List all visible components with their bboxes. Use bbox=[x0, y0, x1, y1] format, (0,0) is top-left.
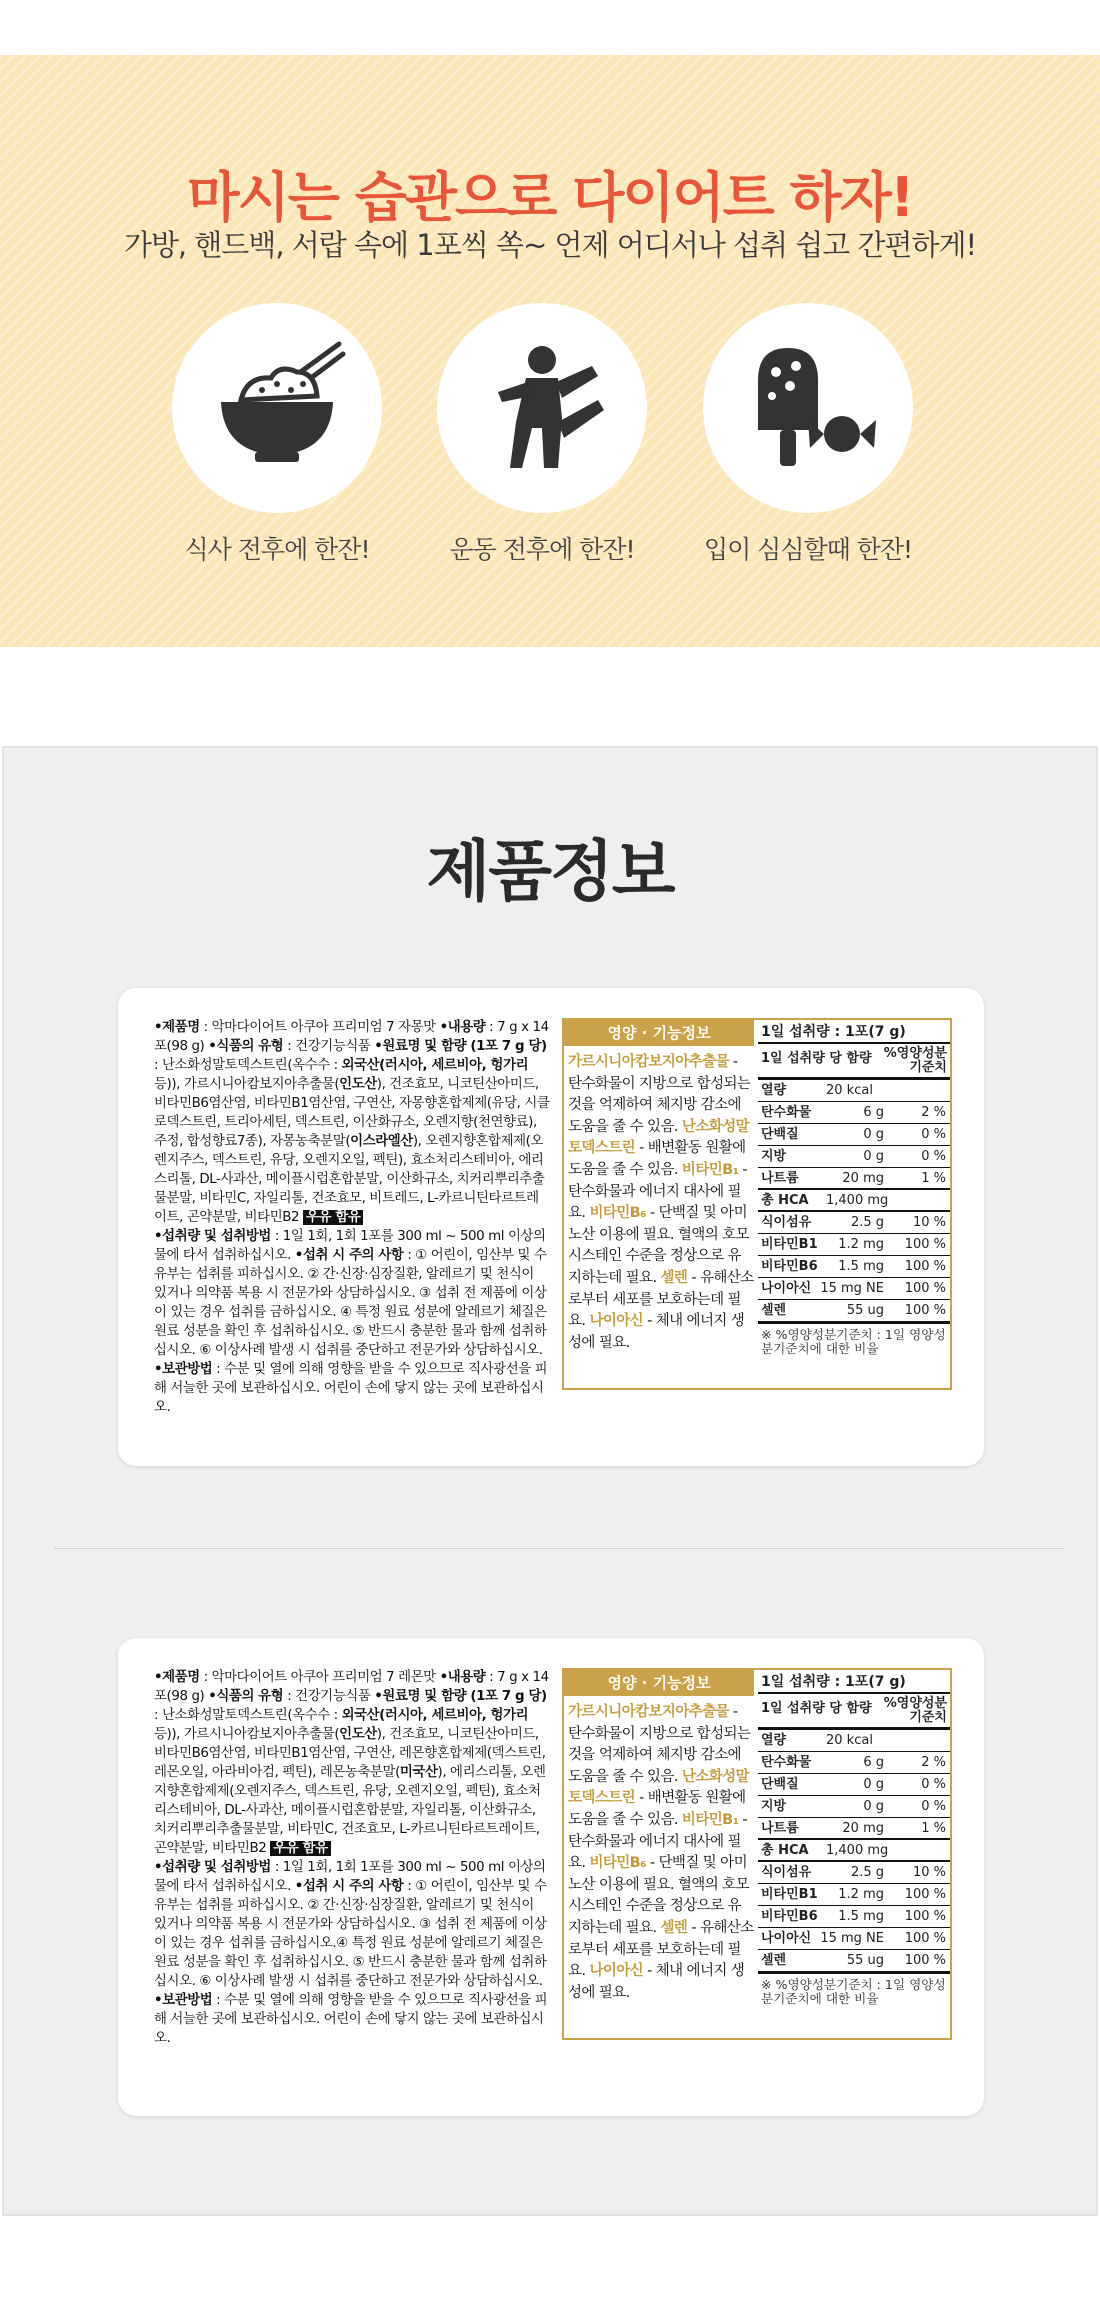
nutrient-amount: 0 g bbox=[863, 1149, 884, 1164]
nutrition-row bbox=[758, 1080, 950, 1102]
ingredient-name: 비타민B₆ bbox=[589, 1855, 646, 1872]
nutrient-amount: 1.5 mg bbox=[838, 1259, 884, 1274]
nutrition-row bbox=[758, 1774, 950, 1796]
nutrition-row bbox=[758, 1300, 950, 1322]
nutrient-name: 셀렌 bbox=[761, 1303, 787, 1318]
label: •원료명 및 함량 (1포 7 g 당) bbox=[374, 1039, 547, 1054]
nutrient-name: 나트륨 bbox=[761, 1821, 799, 1836]
nutrient-amount: 20 kcal bbox=[826, 1733, 873, 1748]
nutrition-row bbox=[758, 1146, 950, 1168]
nutrient-name: 나트륨 bbox=[761, 1171, 799, 1186]
product-details-text bbox=[154, 1018, 550, 1417]
nutrition-row bbox=[758, 1928, 950, 1950]
promo-section bbox=[0, 55, 1100, 647]
rice-bowl-icon bbox=[207, 338, 347, 478]
nutrient-amount: 55 ug bbox=[846, 1303, 884, 1318]
value: ), 건조효모, 니코틴산아미드, 비타민B6염산염, 비타민B1염산염, 구연산, 레몬향혼합제제(덱스트린, 레몬오일, 아라비아검, 펙틴), 레몬농축분말( bbox=[154, 1727, 546, 1780]
amount-column-header: 1일 섭취량 당 함량 bbox=[761, 1701, 872, 1716]
ingredient-desc: - 유해산소로부터 세포를 보호하는데 필요. bbox=[568, 1919, 754, 1980]
nutrition-row bbox=[758, 1730, 950, 1752]
origin: 이스라엘산 bbox=[350, 1134, 413, 1149]
nutrient-percent: 100 % bbox=[904, 1953, 946, 1968]
nutrient-name: 단백질 bbox=[761, 1777, 799, 1792]
ingredient-desc: - 배변활동 원활에 도움을 줄 수 있음. bbox=[568, 1790, 746, 1828]
nutrition-row bbox=[758, 1124, 950, 1146]
product-info-section bbox=[2, 746, 1098, 2216]
value: : 건강기능식품 bbox=[283, 1039, 375, 1054]
label: •보관방법 bbox=[154, 1993, 213, 2008]
nutrition-row bbox=[758, 1102, 950, 1124]
ingredient-name: 셀렌 bbox=[660, 1269, 688, 1286]
nutrition-row bbox=[758, 1840, 950, 1862]
ingredient-name: 셀렌 bbox=[660, 1919, 688, 1936]
product-card-grapefruit bbox=[118, 988, 984, 1466]
nutrient-percent: 2 % bbox=[921, 1105, 946, 1120]
nutrient-amount: 15 mg NE bbox=[820, 1281, 884, 1296]
snack-icon bbox=[738, 338, 878, 478]
nutrient-name: 나이아신 bbox=[761, 1281, 812, 1296]
nutrient-amount: 1.5 mg bbox=[838, 1909, 884, 1924]
label: •섭취 시 주의 사항 bbox=[294, 1879, 404, 1894]
value: ), 에리스리톨, 오렌지향혼합제제(오렌지주스, 덱스트린, 유당, 오렌지오일, 펙틴), 효소처리스테비아, DL-사과산, 메이플시럽혼합분말, 자일리톨, 이산화규소, 치커리뿌리추출물분말, 비타민C, 건조효모, L-카르니틴타르트레이트, 곤약분말, 비타민B2 bbox=[154, 1765, 546, 1856]
origin: 미국산 bbox=[399, 1765, 438, 1780]
value: : 수분 및 열에 의해 영향을 받을 수 있으므로 직사광선을 피해 서늘한 곳에 보관하십시오. 어린이 손에 닿지 않는 곳에 보관하십시오. bbox=[154, 1993, 548, 2046]
nutrient-name: 셀렌 bbox=[761, 1953, 787, 1968]
nutrient-name: 단백질 bbox=[761, 1127, 799, 1142]
label: •식품의 유형 bbox=[208, 1689, 284, 1704]
ingredient-name: 비타민B₁ bbox=[681, 1811, 739, 1828]
promo-item-label-2: 운동 전후에 한잔! bbox=[449, 535, 635, 564]
nutrient-amount: 1.2 mg bbox=[838, 1887, 884, 1902]
nutrient-amount: 6 g bbox=[863, 1105, 884, 1120]
functional-info bbox=[568, 1052, 754, 1354]
ingredient-name: 나이아신 bbox=[589, 1313, 644, 1330]
nutrition-panel bbox=[562, 1018, 952, 1390]
origin: 외국산(러시아, 세르비아, 헝가리 bbox=[341, 1708, 529, 1723]
label: •원료명 및 함량 (1포 7 g 당) bbox=[374, 1689, 547, 1704]
percent-column-header: %영양성분 기준치 bbox=[883, 1046, 947, 1075]
nutrient-percent: 1 % bbox=[921, 1171, 946, 1186]
nutrition-row bbox=[758, 1212, 950, 1234]
nutrition-table-header bbox=[758, 1694, 950, 1730]
nutrient-percent: 10 % bbox=[912, 1865, 946, 1880]
nutrition-rows bbox=[758, 1080, 950, 1322]
nutrition-header: 영양 · 기능정보 bbox=[564, 1670, 754, 1696]
promo-item-label-1: 식사 전후에 한잔! bbox=[184, 535, 370, 564]
nutrient-amount: 6 g bbox=[863, 1755, 884, 1770]
nutrient-name: 나이아신 bbox=[761, 1931, 812, 1946]
label: •내용량 bbox=[439, 1670, 486, 1685]
nutrition-row bbox=[758, 1278, 950, 1300]
nutrient-amount: 0 g bbox=[863, 1127, 884, 1142]
ingredient-desc: - 체내 에너지 생성에 필요. bbox=[568, 1963, 745, 2001]
nutrient-amount: 1,400 mg bbox=[826, 1843, 889, 1858]
nutrient-percent: 0 % bbox=[921, 1127, 946, 1142]
promo-item-label-3: 입이 심심할때 한잔! bbox=[703, 535, 913, 564]
nutrient-name: 총 HCA bbox=[761, 1193, 809, 1208]
nutrient-name: 탄수화물 bbox=[761, 1105, 812, 1120]
label: •제품명 bbox=[154, 1020, 200, 1035]
nutrition-row bbox=[758, 1168, 950, 1190]
amount-column-header: 1일 섭취량 당 함량 bbox=[761, 1051, 872, 1066]
value: : ① 어린이, 임산부 및 수유부는 섭취를 피하십시오. ② 간·신장·심장질환, 알레르기 및 천식이 있거나 의약품 복용 시 전문가와 상담하십시오. ③ 섭취 전 제품에 이상이 있는 경우 섭취를 금하십시오.④ 특정 원료 성분에 알레르기 체질은 원료 성분을 확인 후 섭취하십시오. ⑤ 반드시 충분한 물과 함께 섭취하십시오. ⑥ 이상사례 발생 시 섭취를 중단하고 전문가와 상담하십시오. bbox=[154, 1879, 547, 1989]
origin: 인도산 bbox=[339, 1077, 377, 1092]
nutrient-name: 지방 bbox=[761, 1799, 787, 1814]
nutrition-row bbox=[758, 1190, 950, 1212]
origin: 인도산 bbox=[339, 1727, 377, 1742]
nutrient-name: 탄수화물 bbox=[761, 1755, 812, 1770]
ingredient-name: 난소화성말토덱스트린 bbox=[568, 1118, 749, 1157]
nutrient-percent: 0 % bbox=[921, 1777, 946, 1792]
nutrient-amount: 55 ug bbox=[846, 1953, 884, 1968]
nutrition-table-header bbox=[758, 1044, 950, 1080]
nutrient-percent: 100 % bbox=[904, 1931, 946, 1946]
exercise-circle bbox=[437, 303, 647, 513]
nutrient-name: 열량 bbox=[761, 1083, 787, 1098]
promo-subtitle: 가방, 핸드백, 서랍 속에 1포씩 쏙~ 언제 어디서나 섭취 쉽고 간편하게! bbox=[123, 228, 977, 262]
nutrition-note: ※ %영양성분기준치 : 1일 영양성분기준치에 대한 비율 bbox=[758, 1322, 950, 1356]
nutrient-amount: 20 mg bbox=[842, 1171, 884, 1186]
ingredient-name: 난소화성말토덱스트린 bbox=[568, 1768, 749, 1807]
nutrition-header: 영양 · 기능정보 bbox=[564, 1020, 754, 1046]
ingredient-name: 가르시니아캄보지아추출물 bbox=[568, 1054, 729, 1070]
allergen-badge: 우유 함유 bbox=[270, 1841, 330, 1856]
value: : 악마다이어트 아쿠아 프리미엄 7 자몽맛 bbox=[199, 1020, 440, 1035]
nutrient-amount: 2.5 g bbox=[850, 1865, 884, 1880]
value: : 수분 및 열에 의해 영향을 받을 수 있으므로 직사광선을 피해 서늘한 곳에 보관하십시오. 어린이 손에 닿지 않는 곳에 보관하십시오. bbox=[154, 1362, 548, 1415]
ingredient-desc: - 단백질 및 아미노산 이용에 필요. 혈액의 호모시스테인 수준을 정상으로 유지하는데 필요. bbox=[568, 1855, 749, 1936]
nutrition-row bbox=[758, 1256, 950, 1278]
product-card-lemon bbox=[118, 1638, 984, 2116]
nutrient-amount: 20 mg bbox=[842, 1821, 884, 1836]
allergen-badge: 우유 함유 bbox=[303, 1210, 363, 1225]
value: : 7 g x 14포(98 g) bbox=[154, 1670, 549, 1704]
value: : 난소화성말토덱스트린(옥수수 : bbox=[154, 1058, 342, 1073]
nutrition-row bbox=[758, 1752, 950, 1774]
nutrition-panel bbox=[562, 1668, 952, 2040]
value: : 건강기능식품 bbox=[283, 1689, 375, 1704]
functional-info bbox=[568, 1702, 754, 2004]
ingredient-desc: - 탄수화물이 지방으로 합성되는 것을 억제하여 체지방 감소에 도움을 줄 수 있음. bbox=[568, 1054, 751, 1135]
snack-circle bbox=[703, 303, 913, 513]
nutrition-table bbox=[758, 1020, 950, 1356]
ingredient-desc: - 단백질 및 아미노산 이용에 필요. 혈액의 호모시스테인 수준을 정상으로 유지하는데 필요. bbox=[568, 1205, 749, 1286]
label: •보관방법 bbox=[154, 1362, 213, 1377]
label: •섭취 시 주의 사항 bbox=[294, 1248, 404, 1263]
nutrient-name: 열량 bbox=[761, 1733, 787, 1748]
nutrient-percent: 2 % bbox=[921, 1755, 946, 1770]
ingredient-desc: - 체내 에너지 생성에 필요. bbox=[568, 1313, 745, 1351]
origin: 외국산(러시아, 세르비아, 헝가리 bbox=[341, 1058, 529, 1073]
nutrient-name: 총 HCA bbox=[761, 1843, 809, 1858]
serving-size: 1일 섭취량 : 1포(7 g) bbox=[758, 1670, 950, 1694]
nutrient-percent: 100 % bbox=[904, 1303, 946, 1318]
nutrient-amount: 20 kcal bbox=[826, 1083, 873, 1098]
nutrition-row bbox=[758, 1234, 950, 1256]
nutrient-amount: 0 g bbox=[863, 1777, 884, 1792]
nutrition-note: ※ %영양성분기준치 : 1일 영양성분기준치에 대한 비율 bbox=[758, 1972, 950, 2006]
nutrition-rows bbox=[758, 1730, 950, 1972]
ingredient-name: 나이아신 bbox=[589, 1963, 644, 1980]
nutrient-name: 비타민B6 bbox=[761, 1259, 818, 1274]
label: •섭취량 및 섭취방법 bbox=[154, 1229, 271, 1244]
value: : ① 어린이, 임산부 및 수유부는 섭취를 피하십시오. ② 간·신장·심장질환, 알레르기 및 천식이 있거나 의약품 복용 시 전문가와 상담하십시오. ③ 섭취 전 제품에 이상이 있는 경우 섭취를 금하십시오. ④ 특정 원료 성분에 알레르기 체질은 원료 성분을 확인 후 섭취하십시오. ⑤ 반드시 충분한 물과 함께 섭취하십시오. ⑥ 이상사례 발생 시 섭취를 중단하고 전문가와 상담하십시오. bbox=[154, 1248, 547, 1358]
value: ), 건조효모, 니코틴산아미드, 비타민B6염산염, 비타민B1염산염, 구연산, 자몽향혼합제제(유당, 시클로덱스트린, 트리아세틴, 덱스트린, 이산화규소, 오렌지향(천연향료), 주정, 합성향료7종), 자몽농축분말( bbox=[154, 1077, 550, 1149]
nutrition-row bbox=[758, 1906, 950, 1928]
product-details-text bbox=[154, 1668, 550, 2048]
label: •내용량 bbox=[439, 1020, 486, 1035]
value: : 1일 1회, 1회 1포를 300 ml ~ 500 ml 이상의 물에 타서 섭취하십시오. bbox=[154, 1229, 546, 1263]
ingredient-desc: - 탄수화물과 에너지 대사에 필요. bbox=[568, 1811, 747, 1872]
nutrient-percent: 0 % bbox=[921, 1799, 946, 1814]
label: •섭취량 및 섭취방법 bbox=[154, 1860, 271, 1875]
nutrient-percent: 100 % bbox=[904, 1237, 946, 1252]
serving-size: 1일 섭취량 : 1포(7 g) bbox=[758, 1020, 950, 1044]
value: : 7 g x 14포(98 g) bbox=[154, 1020, 549, 1054]
value: : 난소화성말토덱스트린(옥수수 : bbox=[154, 1708, 342, 1723]
nutrient-percent: 10 % bbox=[912, 1215, 946, 1230]
ingredient-name: 가르시니아캄보지아추출물 bbox=[568, 1704, 729, 1720]
promo-title: 마시는 습관으로 다이어트 하자! bbox=[187, 166, 913, 229]
nutrient-amount: 1.2 mg bbox=[838, 1237, 884, 1252]
nutrition-table bbox=[758, 1670, 950, 2006]
nutrient-percent: 1 % bbox=[921, 1821, 946, 1836]
nutrient-percent: 100 % bbox=[904, 1259, 946, 1274]
ingredient-desc: - 배변활동 원활에 도움을 줄 수 있음. bbox=[568, 1140, 746, 1178]
section-divider bbox=[54, 1548, 1064, 1549]
nutrient-name: 식이섬유 bbox=[761, 1215, 812, 1230]
product-info-title: 제품정보 bbox=[426, 833, 674, 910]
nutrient-percent: 100 % bbox=[904, 1909, 946, 1924]
rice-bowl-circle bbox=[172, 303, 382, 513]
value: : 1일 1회, 1회 1포를 300 ml ~ 500 ml 이상의 물에 타서 섭취하십시오. bbox=[154, 1860, 546, 1894]
ingredient-desc: - 탄수화물이 지방으로 합성되는 것을 억제하여 체지방 감소에 도움을 줄 수 있음. bbox=[568, 1704, 751, 1785]
nutrition-row bbox=[758, 1796, 950, 1818]
nutrition-row bbox=[758, 1818, 950, 1840]
nutrition-row bbox=[758, 1950, 950, 1972]
value: 등)), 가르시니아캄보지아추출물( bbox=[154, 1727, 340, 1742]
nutrient-amount: 0 g bbox=[863, 1799, 884, 1814]
nutrient-amount: 15 mg NE bbox=[820, 1931, 884, 1946]
nutrient-amount: 1,400 mg bbox=[826, 1193, 889, 1208]
ingredient-desc: - 탄수화물과 에너지 대사에 필요. bbox=[568, 1161, 747, 1222]
exercise-icon bbox=[472, 338, 612, 478]
ingredient-desc: - 유해산소로부터 세포를 보호하는데 필요. bbox=[568, 1269, 754, 1330]
value: 등)), 가르시니아캄보지아추출물( bbox=[154, 1077, 340, 1092]
nutrient-name: 식이섬유 bbox=[761, 1865, 812, 1880]
nutrition-row bbox=[758, 1884, 950, 1906]
nutrient-percent: 0 % bbox=[921, 1149, 946, 1164]
nutrient-name: 비타민B1 bbox=[761, 1887, 818, 1902]
nutrient-name: 지방 bbox=[761, 1149, 787, 1164]
nutrient-name: 비타민B1 bbox=[761, 1237, 818, 1252]
value: ), 오렌지향혼합제제(오렌지주스, 덱스트린, 유당, 오렌지오일, 펙틴), 효소처리스테비아, 에리스리톨, DL-사과산, 메이플시럽혼합분말, 이산화규소, 치커리뿌리추출물분말, 비타민C, 자일리톨, 건조효모, 비트레드, L-카르니틴타르트레이트, 곤약분말, 비타민B2 bbox=[154, 1134, 545, 1225]
percent-column-header: %영양성분 기준치 bbox=[883, 1696, 947, 1725]
value: : 악마다이어트 아쿠아 프리미엄 7 레몬맛 bbox=[199, 1670, 440, 1685]
nutrient-name: 비타민B6 bbox=[761, 1909, 818, 1924]
ingredient-name: 비타민B₆ bbox=[589, 1205, 646, 1222]
nutrient-percent: 100 % bbox=[904, 1887, 946, 1902]
label: •식품의 유형 bbox=[208, 1039, 284, 1054]
nutrition-row bbox=[758, 1862, 950, 1884]
nutrient-percent: 100 % bbox=[904, 1281, 946, 1296]
ingredient-name: 비타민B₁ bbox=[681, 1161, 739, 1178]
nutrient-amount: 2.5 g bbox=[850, 1215, 884, 1230]
label: •제품명 bbox=[154, 1670, 200, 1685]
